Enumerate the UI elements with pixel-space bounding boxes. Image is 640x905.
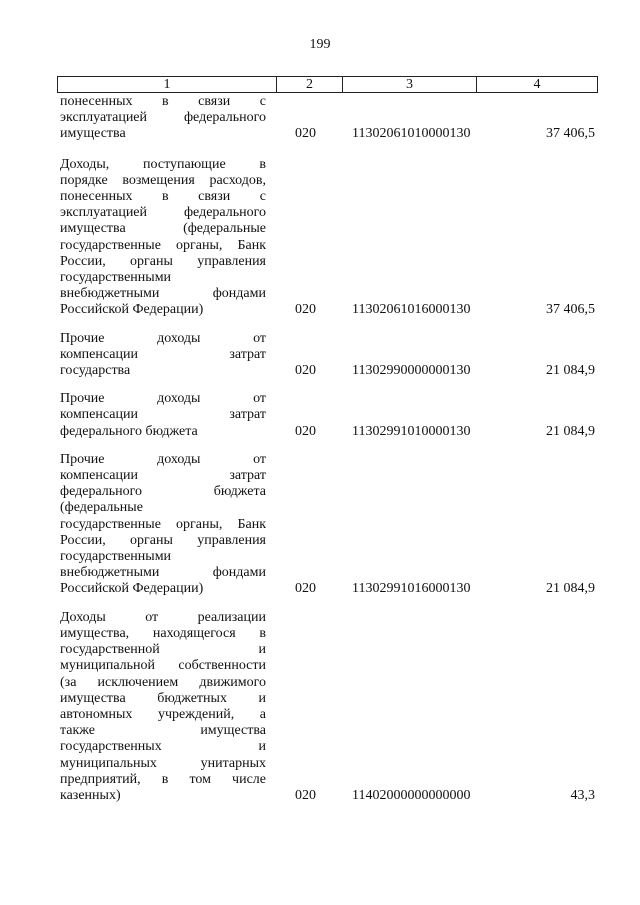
description-line: Доходы, поступающие в	[60, 156, 266, 172]
table-row	[57, 610, 598, 804]
table-row	[57, 157, 598, 319]
row-description	[60, 391, 266, 440]
description-line: Прочие доходы от	[60, 451, 266, 467]
row-description	[60, 157, 266, 319]
description-line: эксплуатацией федерального	[60, 205, 266, 221]
amount-cell: 21 084,9	[546, 363, 595, 379]
description-line: государственные органы, Банк	[60, 516, 266, 532]
description-line: Российской Федерации)	[60, 302, 204, 318]
description-line: государственными	[60, 549, 172, 565]
description-line: Российской Федерации)	[60, 581, 204, 597]
page-number: 199	[309, 37, 331, 52]
admin-code-cell: 020	[295, 126, 316, 142]
description-line: (за исключением движимого	[60, 674, 266, 690]
row-description	[60, 452, 266, 598]
classification-code-cell: 11302990000000130	[352, 363, 471, 379]
table-row	[57, 331, 598, 380]
row-description	[60, 94, 266, 143]
admin-code-cell: 020	[295, 302, 316, 318]
description-line: компенсации затрат	[60, 407, 266, 423]
table-body	[57, 94, 598, 804]
description-line: имущества	[60, 126, 126, 142]
admin-code-cell: 020	[295, 787, 316, 803]
description-line: государства	[60, 363, 131, 379]
amount-cell: 43,3	[570, 787, 595, 803]
table-row	[57, 391, 598, 440]
description-line: федерального бюджета	[60, 423, 198, 439]
description-line: эксплуатацией федерального	[60, 110, 266, 126]
description-line: внебюджетными фондами	[60, 286, 266, 302]
description-line: имущества (федеральные	[60, 221, 266, 237]
table-row	[57, 452, 598, 598]
description-line: (федеральные	[60, 500, 143, 516]
description-line: России, органы управления	[60, 532, 266, 548]
description-line: также имущества	[60, 723, 266, 739]
table-row	[57, 94, 598, 143]
description-line: России, органы управления	[60, 253, 266, 269]
classification-code-cell: 11302061016000130	[352, 302, 471, 318]
description-line: Прочие доходы от	[60, 330, 266, 346]
description-line: государственными	[60, 270, 172, 286]
header-col-3: 3	[342, 77, 476, 92]
row-description	[60, 610, 266, 804]
description-line: компенсации затрат	[60, 346, 266, 362]
description-line: Доходы от реализации	[60, 609, 266, 625]
table-header-row	[57, 76, 598, 93]
description-line: понесенных в связи с	[60, 94, 266, 109]
header-col-4: 4	[476, 77, 597, 92]
classification-code-cell: 11302061010000130	[352, 126, 471, 142]
amount-cell: 37 406,5	[546, 126, 595, 142]
description-line: компенсации затрат	[60, 468, 266, 484]
description-line: имущества, находящегося в	[60, 625, 266, 641]
row-description	[60, 331, 266, 380]
description-line: государственных и	[60, 739, 266, 755]
description-line: муниципальных унитарных	[60, 755, 266, 771]
description-line: федерального бюджета	[60, 484, 266, 500]
description-line: государственной и	[60, 642, 266, 658]
header-col-2: 2	[276, 77, 342, 92]
description-line: муниципальной собственности	[60, 658, 266, 674]
description-line: государственные органы, Банк	[60, 237, 266, 253]
description-line: казенных)	[60, 787, 121, 803]
description-line: Прочие доходы от	[60, 391, 266, 407]
classification-code-cell: 11402000000000000	[352, 787, 471, 803]
amount-cell: 37 406,5	[546, 302, 595, 318]
admin-code-cell: 020	[295, 423, 316, 439]
description-line: имущества бюджетных и	[60, 690, 266, 706]
header-col-1: 1	[163, 77, 171, 92]
admin-code-cell: 020	[295, 363, 316, 379]
description-line: автономных учреждений, а	[60, 706, 266, 722]
classification-code-cell: 11302991016000130	[352, 581, 471, 597]
description-line: понесенных в связи с	[60, 189, 266, 205]
amount-cell: 21 084,9	[546, 581, 595, 597]
description-line: предприятий, в том числе	[60, 771, 266, 787]
amount-cell: 21 084,9	[546, 423, 595, 439]
description-line: порядке возмещения расходов,	[60, 172, 266, 188]
admin-code-cell: 020	[295, 581, 316, 597]
description-line: внебюджетными фондами	[60, 565, 266, 581]
classification-code-cell: 11302991010000130	[352, 423, 471, 439]
